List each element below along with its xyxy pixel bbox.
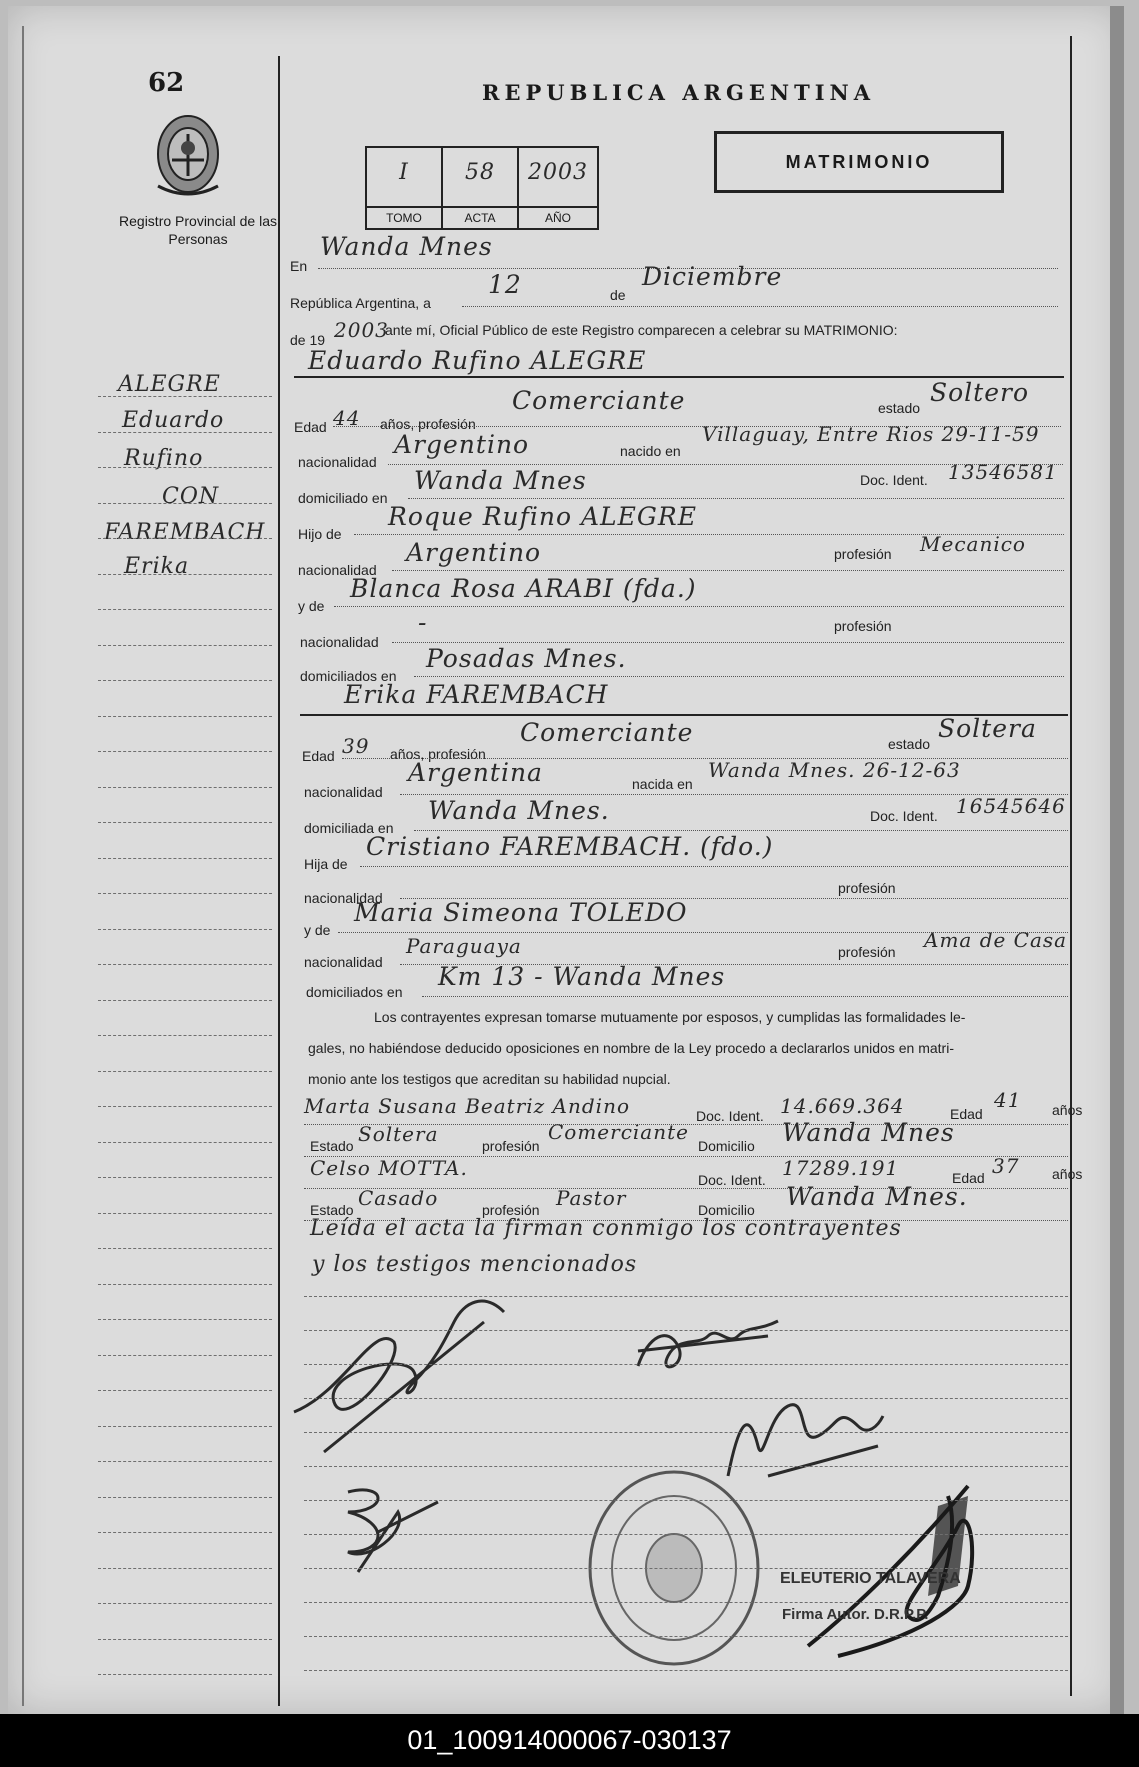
certificate-page — [8, 6, 1124, 1714]
groom-parents-dom-label: domiciliados en — [300, 668, 397, 684]
tomo-value: I — [399, 160, 409, 185]
bride-mother: Maria Simeona TOLEDO — [354, 898, 688, 927]
ruled-line — [98, 1355, 272, 1356]
groom-signature — [284, 1282, 514, 1472]
witness-2-prof-label: profesión — [482, 1202, 540, 1218]
witness-2-doc: 17289.191 — [782, 1156, 900, 1180]
bride-nationality: Argentina — [408, 758, 543, 787]
ruled-line — [98, 1284, 272, 1285]
marriage-place: Wanda Mnes — [320, 232, 493, 261]
officer-name: ELEUTERIO TALAVERA — [780, 1570, 961, 1587]
ruled-line — [98, 1390, 272, 1391]
bride-nat-label: nacionalidad — [304, 784, 383, 800]
ruled-line — [304, 1466, 1068, 1467]
ruled-line — [98, 822, 272, 823]
groom-birth: Villaguay, Entre Rios 29-11-59 — [702, 422, 1040, 446]
ruled-line — [98, 609, 272, 610]
bride-doc: 16545646 — [956, 794, 1066, 818]
ruled-line — [304, 1500, 1068, 1501]
margin-note: Eduardo — [122, 408, 225, 433]
groom-nacido-label: nacido en — [620, 443, 681, 459]
groom-father-nat-label: nacionalidad — [298, 562, 377, 578]
witness-1-doc-label: Doc. Ident. — [696, 1108, 764, 1124]
bride-anos-label: años, profesión — [390, 746, 486, 762]
fill-line — [462, 306, 1058, 307]
ruled-line — [98, 645, 272, 646]
ruled-line — [98, 1461, 272, 1462]
ruled-line — [304, 1398, 1068, 1399]
witness-1-anos-label: años — [1052, 1102, 1083, 1118]
groom-dom-label: domiciliado en — [298, 490, 388, 506]
groom-nat-label: nacionalidad — [298, 454, 377, 470]
ruled-line — [98, 751, 272, 752]
ruled-line — [98, 1035, 272, 1036]
bride-nacida-label: nacida en — [632, 776, 693, 792]
de-label: de — [610, 287, 626, 303]
groom-mother-nat-label: nacionalidad — [300, 634, 379, 650]
groom-name: Eduardo Rufino ALEGRE — [308, 346, 647, 375]
provincial-crest-icon — [152, 110, 224, 198]
bride-parents-domicile: Km 13 - Wanda Mnes — [438, 962, 726, 991]
acta-cell — [443, 148, 519, 228]
country-title: REPUBLICA ARGENTINA — [482, 80, 876, 105]
ruled-line — [98, 1568, 272, 1569]
ruled-line — [304, 1568, 1068, 1569]
ruled-line — [304, 1364, 1068, 1365]
ruled-line — [98, 1000, 272, 1001]
groom-father-prof-label: profesión — [834, 546, 892, 562]
witness-1-edad-label: Edad — [950, 1106, 983, 1122]
bride-doc-label: Doc. Ident. — [870, 808, 938, 824]
bride-age: 39 — [342, 734, 370, 758]
ruled-line — [98, 716, 272, 717]
witness-2-doc-label: Doc. Ident. — [698, 1172, 766, 1188]
bride-profession: Comerciante — [520, 718, 694, 747]
ruled-line — [98, 1426, 272, 1427]
bride-estado-label: estado — [888, 736, 931, 752]
marriage-day: 12 — [488, 270, 522, 299]
closing-line-2: y los testigos mencionados — [312, 1252, 638, 1277]
declaration-line-1: Los contrayentes expresan tomarse mutuamente por esposos, y cumplidas las formalidades le- — [374, 1009, 966, 1025]
record-type-box: MATRIMONIO — [714, 131, 1004, 193]
left-frame-line — [22, 26, 24, 1706]
groom-domicile: Wanda Mnes — [414, 466, 587, 495]
bride-yde-label: y de — [304, 922, 331, 938]
ruled-line — [98, 467, 272, 468]
witness-2-dom-label: Domicilio — [698, 1202, 755, 1218]
ruled-line — [304, 1296, 1068, 1297]
groom-parents-domicile: Posadas Mnes. — [426, 644, 627, 673]
margin-note: ALEGRE — [118, 372, 221, 397]
witness-2-civil-status: Casado — [358, 1186, 439, 1210]
groom-hijo-label: Hijo de — [298, 526, 342, 542]
anio-value: 2003 — [528, 160, 588, 185]
witness-1-civil-status: Soltera — [358, 1122, 439, 1146]
ruled-line — [98, 893, 272, 894]
groom-nationality: Argentino — [394, 430, 530, 459]
fill-line — [414, 676, 1064, 677]
ruled-line — [98, 680, 272, 681]
officer-title: Firma Autor. D.R.P.P. — [782, 1606, 929, 1623]
ruled-line — [98, 1497, 272, 1498]
groom-estado-label: estado — [878, 400, 921, 416]
ruled-line — [304, 1330, 1068, 1331]
page-number: 62 — [148, 68, 185, 98]
fill-line — [408, 498, 1064, 499]
witness-2-anos-label: años — [1052, 1166, 1083, 1182]
groom-mother-prof-label: profesión — [834, 618, 892, 634]
witness-2-domicile: Wanda Mnes. — [786, 1182, 968, 1211]
groom-anos-label: años, profesión — [380, 416, 476, 432]
ruled-line — [98, 1071, 272, 1072]
bride-father-nat-label: nacionalidad — [304, 890, 383, 906]
ruled-line — [98, 1532, 272, 1533]
groom-doc-label: Doc. Ident. — [860, 472, 928, 488]
margin-note: CON — [162, 484, 220, 509]
ruled-line — [98, 964, 272, 965]
bride-dom-label: domiciliada en — [304, 820, 394, 836]
margin-note: FAREMBACH — [104, 520, 266, 545]
bride-mother-nat-label: nacionalidad — [304, 954, 383, 970]
margin-note: Rufino — [124, 446, 204, 471]
bride-mother-prof-label: profesión — [838, 944, 896, 960]
margin-note: Erika — [124, 554, 190, 579]
ruled-line — [304, 1670, 1068, 1671]
bride-hija-label: Hija de — [304, 856, 348, 872]
ruled-line — [98, 1319, 272, 1320]
fill-line — [422, 996, 1068, 997]
ruled-line — [304, 1636, 1068, 1637]
margin-divider — [278, 56, 280, 1706]
fill-line — [392, 642, 1064, 643]
ruled-line — [98, 574, 272, 575]
groom-father-nationality: Argentino — [406, 538, 542, 567]
republica-label: República Argentina, a — [290, 295, 431, 311]
witness-1-name: Marta Susana Beatriz Andino — [304, 1094, 631, 1118]
bride-father: Cristiano FAREMBACH. (fdo.) — [366, 832, 774, 861]
ruled-line — [98, 1674, 272, 1675]
marriage-year: 2003 — [334, 318, 389, 342]
witness-2-estado-label: Estado — [310, 1202, 354, 1218]
ruled-line — [98, 1639, 272, 1640]
tomo-label: TOMO — [367, 206, 441, 228]
en-label: En — [290, 258, 308, 274]
witness-2-age: 37 — [992, 1154, 1020, 1178]
ruled-line — [304, 1534, 1068, 1535]
bride-mother-profession: Ama de Casa — [924, 928, 1068, 952]
witness-1-profession: Comerciante — [548, 1120, 689, 1144]
witness-2-profession: Pastor — [556, 1186, 627, 1210]
fill-line — [334, 606, 1064, 607]
groom-doc: 13546581 — [948, 460, 1058, 484]
record-number-box — [365, 146, 599, 230]
page-edge — [1110, 6, 1124, 1714]
ruled-line — [98, 787, 272, 788]
ruled-line — [98, 432, 272, 433]
anio-cell — [519, 148, 597, 228]
witness-2-edad-label: Edad — [952, 1170, 985, 1186]
bride-mother-nationality: Paraguaya — [406, 934, 522, 958]
witness-1-doc: 14.669.364 — [780, 1094, 905, 1118]
groom-father: Roque Rufino ALEGRE — [388, 502, 697, 531]
ruled-line — [98, 503, 272, 504]
groom-age: 44 — [333, 406, 361, 430]
groom-mother-nationality: - — [418, 608, 428, 637]
ruled-line — [98, 929, 272, 930]
ruled-line — [98, 1603, 272, 1604]
fill-line — [392, 570, 1064, 571]
ruled-line — [98, 1106, 272, 1107]
groom-profession: Comerciante — [512, 386, 686, 415]
bride-domicile: Wanda Mnes. — [428, 796, 610, 825]
declaration-line-3: monio ante los testigos que acreditan su habilidad nupcial. — [308, 1071, 671, 1087]
ruled-line — [304, 1432, 1068, 1433]
groom-edad-label: Edad — [294, 419, 327, 435]
groom-mother: Blanca Rosa ARABI (fda.) — [350, 574, 697, 603]
intro-statement: ante mí, Oficial Público de este Registro comparecen a celebrar su MATRIMONIO: — [385, 322, 898, 338]
bride-edad-label: Edad — [302, 748, 335, 764]
witness-1-age: 41 — [994, 1088, 1022, 1112]
right-frame-line — [1070, 36, 1072, 1696]
ruled-line — [98, 858, 272, 859]
bride-civil-status: Soltera — [938, 714, 1037, 743]
bride-signature — [328, 1472, 448, 1582]
fill-line — [360, 866, 1068, 867]
groom-father-profession: Mecanico — [920, 532, 1026, 556]
witness-1-dom-label: Domicilio — [698, 1138, 755, 1154]
closing-line-1: Leída el acta la firman conmigo los contrayentes — [310, 1216, 902, 1241]
bride-father-prof-label: profesión — [838, 880, 896, 896]
witness-signature — [628, 1306, 788, 1386]
marriage-month: Diciembre — [642, 262, 783, 291]
ruled-line — [304, 1602, 1068, 1603]
witness-1-domicile: Wanda Mnes — [782, 1118, 955, 1147]
witness-1-prof-label: profesión — [482, 1138, 540, 1154]
ruled-line — [98, 1142, 272, 1143]
ruled-line — [98, 1248, 272, 1249]
ruled-line — [98, 1177, 272, 1178]
declaration-line-2: gales, no habiéndose deducido oposiciones en nombre de la Ley procedo a declararlos unidos en matri- — [308, 1040, 954, 1056]
bride-birth: Wanda Mnes. 26-12-63 — [708, 758, 961, 782]
scan-filename: 01_100914000067-030137 — [407, 1725, 732, 1755]
fill-line — [414, 830, 1068, 831]
registry-name: Registro Provincial de las Personas — [119, 213, 277, 247]
anio-label: AÑO — [519, 206, 597, 228]
acta-value: 58 — [465, 160, 495, 185]
groom-civil-status: Soltero — [930, 378, 1030, 407]
ruled-line — [98, 396, 272, 397]
scan-footer — [0, 1714, 1139, 1767]
acta-label: ACTA — [443, 206, 517, 228]
bride-name: Erika FAREMBACH — [344, 680, 609, 709]
witness-2-name: Celso MOTTA. — [310, 1156, 468, 1180]
bride-parents-dom-label: domiciliados en — [306, 984, 403, 1000]
witness-1-estado-label: Estado — [310, 1138, 354, 1154]
groom-yde-label: y de — [298, 598, 325, 614]
tomo-cell — [367, 148, 443, 228]
year-prefix-label: de 19 — [290, 332, 326, 348]
ruled-line — [98, 1213, 272, 1214]
ruled-line — [98, 538, 272, 539]
